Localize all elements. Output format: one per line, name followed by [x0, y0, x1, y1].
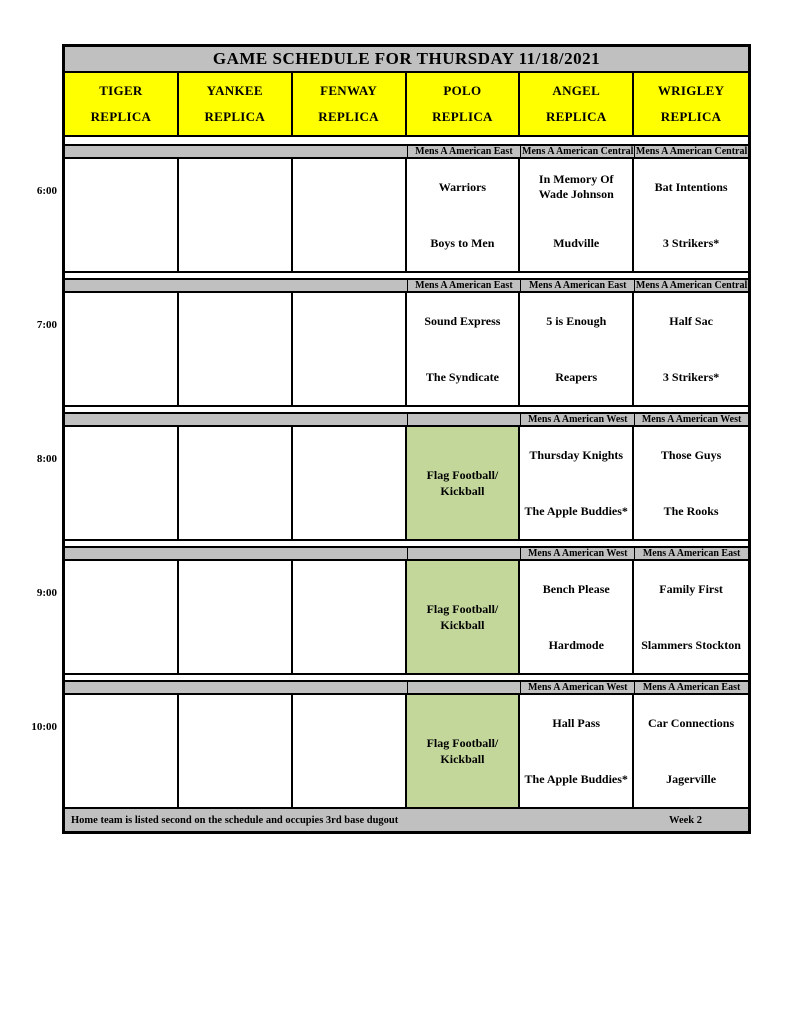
home-team: Jagerville [666, 771, 717, 786]
game-cell-angel [520, 695, 634, 807]
league-label-polo [407, 548, 521, 559]
activity-cell-polo: Flag Football/ Kickball [407, 427, 521, 539]
league-strip-900 [65, 546, 748, 561]
home-team: Boys to Men [430, 235, 495, 250]
league-label-empty [293, 146, 407, 157]
league-label-angel: Mens A American West [520, 682, 634, 693]
home-team: 3 Strikers* [662, 369, 720, 384]
field-name: TIGER [99, 83, 143, 98]
spacer [65, 137, 748, 144]
league-label-empty [179, 548, 293, 559]
field-header-row [65, 73, 748, 137]
league-strip-1000 [65, 680, 748, 695]
game-cell-wrigley [634, 561, 748, 673]
away-team: Half Sac [669, 313, 713, 328]
league-strip-700 [65, 278, 748, 293]
activity-cell-polo: Flag Football/ Kickball [407, 561, 521, 673]
game-cell-wrigley [634, 159, 748, 271]
away-team: Bench Please [542, 581, 610, 596]
game-cell-angel [520, 293, 634, 405]
home-team: Hardmode [548, 637, 604, 652]
schedule-row-1000 [31, 695, 748, 809]
home-team: 3 Strikers* [662, 235, 720, 250]
field-type: REPLICA [204, 109, 266, 124]
field-name: YANKEE [206, 83, 263, 98]
away-team: Thursday Knights [529, 447, 624, 462]
time-label: 9:00 [36, 587, 57, 599]
league-strip-600 [65, 144, 748, 159]
league-label-empty [179, 682, 293, 693]
home-team: The Apple Buddies* [524, 503, 628, 518]
time-label: 6:00 [36, 185, 57, 197]
time-label: 8:00 [36, 453, 57, 465]
league-label-empty [179, 146, 293, 157]
field-header-angel [520, 73, 634, 137]
field-header-polo [407, 73, 521, 137]
away-team: Family First [659, 581, 723, 596]
field-header-yankee [179, 73, 293, 137]
time-label: 10:00 [31, 721, 57, 733]
away-team: 5 is Enough [546, 313, 607, 328]
league-label-empty [179, 414, 293, 425]
home-team: The Syndicate [425, 369, 499, 384]
league-label-wrigley: Mens A American West [634, 414, 748, 425]
away-team: Those Guys [660, 447, 722, 462]
league-label-angel: Mens A American East [520, 280, 634, 291]
activity-cell-polo: Flag Football/ Kickball [407, 695, 521, 807]
field-name: ANGEL [552, 83, 601, 98]
away-team: Warriors [438, 179, 487, 194]
field-name: POLO [443, 83, 482, 98]
game-cell-angel [520, 427, 634, 539]
league-label-polo [407, 414, 521, 425]
league-label-wrigley: Mens A American Central [635, 280, 748, 291]
time-label: 7:00 [36, 319, 57, 331]
empty-cell [179, 293, 293, 405]
empty-cell [65, 427, 179, 539]
empty-cell [179, 159, 293, 271]
empty-cell [293, 427, 407, 539]
game-cell-angel [520, 159, 634, 271]
field-type: REPLICA [660, 109, 722, 124]
field-header-fenway [293, 73, 407, 137]
away-team: Bat Intentions [654, 179, 728, 194]
league-label-angel: Mens A American West [520, 548, 634, 559]
game-cell-wrigley [634, 695, 748, 807]
league-label-empty [179, 280, 293, 291]
game-cell-wrigley [634, 293, 748, 405]
empty-cell [293, 561, 407, 673]
empty-cell [65, 293, 179, 405]
league-label-angel: Mens A American Central [522, 146, 634, 157]
league-label-polo: Mens A American East [407, 280, 521, 291]
schedule-row-600 [36, 159, 748, 273]
game-cell-angel [520, 561, 634, 673]
away-team: Hall Pass [552, 715, 601, 730]
league-label-empty [293, 280, 407, 291]
page-title: GAME SCHEDULE FOR THURSDAY 11/18/2021 [65, 47, 748, 73]
footer-week: Week 2 [669, 814, 702, 826]
league-label-wrigley: Mens A American Central [635, 146, 748, 157]
empty-cell [65, 561, 179, 673]
field-name: FENWAY [320, 83, 378, 98]
field-type: REPLICA [545, 109, 607, 124]
league-label-polo [407, 682, 521, 693]
league-label-empty [293, 414, 407, 425]
field-header-tiger [65, 73, 179, 137]
footer-note: Home team is listed second on the schedule and occupies 3rd base dugout [71, 814, 399, 826]
empty-cell [65, 695, 179, 807]
field-type: REPLICA [90, 109, 152, 124]
league-label-empty [293, 548, 407, 559]
home-team: Mudville [553, 235, 600, 250]
league-label-empty [65, 146, 179, 157]
home-team: The Apple Buddies* [524, 771, 628, 786]
league-label-angel: Mens A American West [520, 414, 634, 425]
away-team: Sound Express [424, 313, 501, 328]
league-label-wrigley: Mens A American East [634, 548, 748, 559]
home-team: Reapers [555, 369, 598, 384]
home-team: Slammers Stockton [641, 637, 741, 652]
field-type: REPLICA [318, 109, 379, 124]
empty-cell [293, 159, 407, 271]
league-label-empty [65, 280, 179, 291]
game-cell-polo [407, 159, 521, 271]
league-label-polo: Mens A American East [407, 146, 521, 157]
schedule-row-800 [36, 427, 748, 541]
empty-cell [179, 427, 293, 539]
game-cell-wrigley [634, 427, 748, 539]
league-label-empty [293, 682, 407, 693]
away-team: Car Connections [648, 715, 735, 730]
empty-cell [293, 293, 407, 405]
empty-cell [179, 561, 293, 673]
schedule-table [31, 44, 751, 834]
league-label-wrigley: Mens A American East [634, 682, 748, 693]
field-name: WRIGLEY [657, 83, 725, 98]
away-team: In Memory Of Wade Johnson [538, 172, 614, 201]
league-strip-800 [65, 412, 748, 427]
empty-cell [293, 695, 407, 807]
home-team: The Rooks [663, 503, 719, 518]
game-cell-polo [407, 293, 521, 405]
footer-row [65, 809, 748, 831]
league-label-empty [65, 414, 179, 425]
league-label-empty [65, 682, 179, 693]
empty-cell [65, 159, 179, 271]
league-label-empty [65, 548, 179, 559]
field-header-wrigley [634, 73, 748, 137]
schedule-row-700 [36, 293, 748, 407]
empty-cell [179, 695, 293, 807]
field-type: REPLICA [432, 109, 493, 124]
schedule-row-900 [36, 561, 748, 675]
